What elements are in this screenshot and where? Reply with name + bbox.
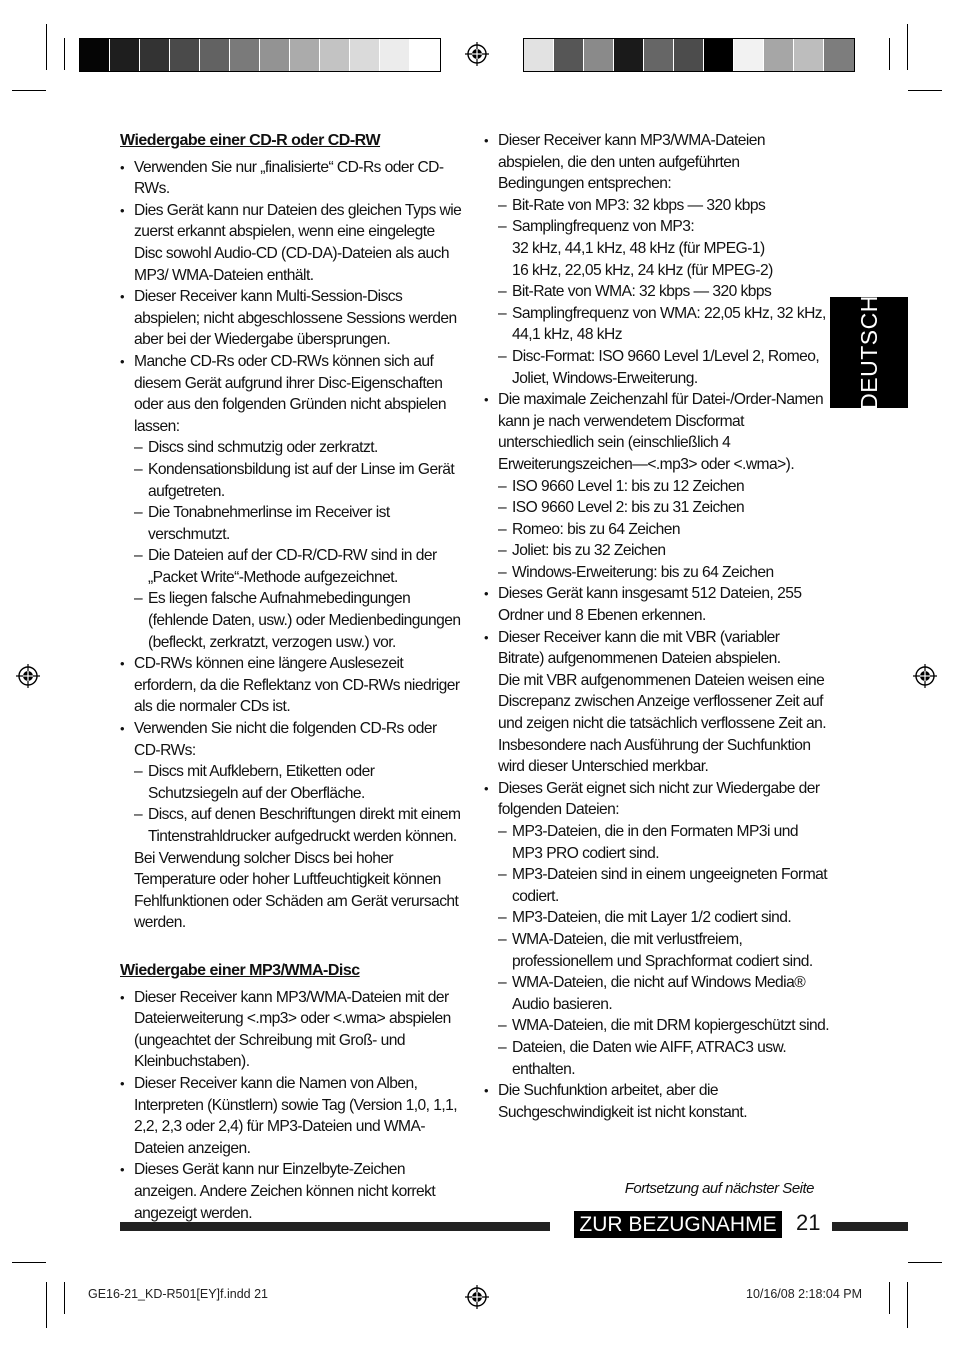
language-tab-label: DEUTSCH [855,295,882,410]
color-swatch [734,39,764,71]
list-item: • Dieser Receiver kann MP3/WMA-Dateien mit der Dateierweiterung <.mp3> oder <.wma> abspielen (ungeachtet der Schreibung mit Groß- und Kleinbuchstaben). [120,987,465,1073]
list-item-text: • Dieser Receiver kann die mit VBR (variabler Bitrate) aufgenommenen Dateien abspielen. [498,628,781,668]
list-item: • CD-RWs können eine längere Auslesezeit erfordern, da die Reflektanz von CD-RWs niedriger als die normaler CDs ist. [120,653,465,718]
color-swatch [824,39,854,71]
list-item [120,718,465,934]
sub-list-item: – ISO 9660 Level 2: bis zu 31 Zeichen [498,497,829,519]
sub-line: 16 kHz, 22,05 kHz, 24 kHz (für MPEG-2) [512,261,773,279]
color-swatch [110,39,140,71]
sub-line: 32 kHz, 44,1 kHz, 48 kHz (für MPEG-1) [512,239,765,257]
sub-list-item: – Es liegen falsche Aufnahmebedingungen (fehlende Daten, usw.) oder Medienbedingungen (befleckt, zerkratzt, verzogen usw.) vor. [134,588,465,653]
section-label: ZUR BEZUGNAHME [574,1211,782,1238]
color-swatch [170,39,200,71]
color-swatch [290,39,320,71]
list-item [484,130,829,389]
sub-list-item: – Dateien, die Daten wie AIFF, ATRAC3 usw. enthalten. [498,1037,829,1080]
color-swatch [80,39,110,71]
color-swatch [554,39,584,71]
list-item [484,389,829,583]
crop-mark [64,1282,65,1314]
list-item-text: Verwenden Sie nicht die folgenden CD-Rs oder CD-RWs: [134,720,437,759]
list-item [484,627,829,778]
list-note: Die mit VBR aufgenommenen Dateien weisen eine Discrepanz zwischen Anzeige verflossener Zeit auf und zeigen nicht die tatsächlich verflossene Zeit an. Insbesondere nach Ausführung der Suchfunktion wird dieser Unterschied merkbar. [498,671,826,776]
list-item: • Dieser Receiver kann Multi-Session-Discs abspielen; nicht abgeschlossene Sessions werden aber bei der Wiedergabe übersprungen. [120,286,465,351]
crop-mark [908,1262,942,1263]
sub-list-item: – Samplingfrequenz von WMA: 22,05 kHz, 32 kHz, 44,1 kHz, 48 kHz [498,303,829,346]
slug-filename: GE16-21_KD-R501[EY]f.indd 21 [88,1287,268,1301]
registration-mark-icon [465,42,489,66]
sub-list-item: – Bit-Rate von WMA: 32 kbps — 320 kbps [498,281,829,303]
list-item [120,351,465,653]
color-swatch [704,39,734,71]
section-heading-mp3-wma: Wiedergabe einer MP3/WMA-Disc [120,961,360,979]
color-bar-right [523,38,855,72]
registration-mark-icon [913,664,937,688]
list-item [484,778,829,1080]
color-swatch [260,39,290,71]
crop-mark [908,90,942,91]
crop-mark [12,1262,46,1263]
sub-list-item: – Kondensationsbildung ist auf der Linse im Gerät aufgetreten. [134,459,465,502]
sub-list-item: – Windows-Erweiterung: bis zu 64 Zeichen [498,562,829,584]
list-item: • Die Suchfunktion arbeitet, aber die Suchgeschwindigkeit ist nicht konstant. [484,1080,829,1123]
list-item: • Dies Gerät kann nur Dateien des gleichen Typs wie zuerst erkannt abspielen, wenn eine eingelegte Disc sowohl Audio-CD (CD-DA)-Dateien als auch MP3/ WMA-Dateien enthält. [120,200,465,286]
sub-list-item: – Joliet: bis zu 32 Zeichen [498,540,829,562]
color-swatch [320,39,350,71]
color-swatch [584,39,614,71]
crop-mark [907,1282,908,1328]
color-swatch [350,39,380,71]
section-heading-cd-r: Wiedergabe einer CD-R oder CD-RW [120,132,381,149]
dash-list [498,476,829,584]
crop-mark [907,24,908,70]
dash-list [498,821,829,1080]
color-swatch [614,39,644,71]
sub-list-item [498,216,829,281]
sub-list-item: – Disc-Format: ISO 9660 Level 1/Level 2, Romeo, Joliet, Windows-Erweiterung. [498,346,829,389]
list-item: • Dieses Gerät kann nur Einzelbyte-Zeichen anzeigen. Andere Zeichen können nicht korrekt angezeigt werden. [120,1159,465,1224]
sub-line: – Samplingfrequenz von MP3: [512,218,695,236]
color-swatch [794,39,824,71]
sub-list-item: – Die Dateien auf der CD-R/CD-RW sind in der „Packet Write“-Methode aufgezeichnet. [134,545,465,588]
slug-datetime: 10/16/08 2:18:04 PM [746,1287,863,1301]
continued-note: Fortsetzung auf nächster Seite [624,1180,814,1197]
sub-list-item: – Discs, auf denen Beschriftungen direkt mit einem Tintenstrahldrucker aufgedruckt werden können. [134,804,465,847]
list-item-text: Dieses Gerät eignet sich nicht zur Wiedergabe der folgenden Dateien: [498,779,820,819]
list-note: Bei Verwendung solcher Discs bei hoher Temperature oder hoher Luftfeuchtigkeit können Fehlfunktionen oder Schäden am Gerät verursacht werden. [134,849,459,932]
sub-list-item: – Discs mit Aufklebern, Etiketten oder Schutzsiegeln auf der Oberfläche. [134,761,465,804]
crop-mark [889,38,890,70]
crop-mark [889,1282,890,1314]
color-swatch [524,39,554,71]
list-item: • Dieses Gerät kann insgesamt 512 Dateien, 255 Ordner und 8 Ebenen erkennen. [484,583,829,626]
sub-list-item: – ISO 9660 Level 1: bis zu 12 Zeichen [498,476,829,498]
list-item-text: Die maximale Zeichenzahl für Datei-/Order-Namen kann je nach verwendetem Discformat unterschiedlich sein (einschließlich 4 Erweiterungszeichen—<.mp3> oder <.wma>). [498,391,824,473]
color-swatch [380,39,410,71]
sub-list-item: – WMA-Dateien, die mit verlustfreiem, professionellem und Sprachformat codiert sind. [498,929,829,972]
registration-mark-icon [16,664,40,688]
color-swatch [674,39,704,71]
color-swatch [200,39,230,71]
crop-mark [64,38,65,70]
language-tab [830,297,908,408]
list-item: • Verwenden Sie nur „finalisierte“ CD-Rs oder CD-RWs. [120,157,465,200]
footer-rule-right [832,1222,908,1231]
crop-mark [12,90,46,91]
color-swatch [140,39,170,71]
sub-list-item: – Die Tonabnehmerlinse im Receiver ist verschmutzt. [134,502,465,545]
color-swatch [764,39,794,71]
sub-list-item: – Bit-Rate von MP3: 32 kbps — 320 kbps [498,195,829,217]
list-item: • Dieser Receiver kann die Namen von Alben, Interpreten (Künstlern) sowie Tag (Version 1,0, 1,1, 2,2, 2,3 oder 2,4) für MP3-Dateien und WMA-Dateien anzeigen. [120,1073,465,1159]
color-swatch [230,39,260,71]
sub-list-item: – WMA-Dateien, die mit DRM kopiergeschützt sind. [498,1015,829,1037]
list-item-text: Manche CD-Rs oder CD-RWs können sich auf diesem Gerät aufgrund ihrer Disc-Eigenschaften oder aus den folgenden Gründen nicht abspielen lassen: [134,352,446,435]
sub-list-item: – WMA-Dateien, die nicht auf Windows Media® Audio basieren. [498,972,829,1015]
sub-list-item: – MP3-Dateien, die mit Layer 1/2 codiert sind. [498,907,829,929]
color-swatch [410,39,440,71]
page-number: 21 [796,1210,821,1235]
dash-list [134,437,465,653]
bullet-list [120,157,465,934]
dash-list [498,195,829,389]
sub-list-item: – Discs sind schmutzig oder zerkratzt. [134,437,465,459]
sub-list-item: – MP3-Dateien sind in einem ungeeigneten Format codiert. [498,864,829,907]
bullet-list [484,130,829,1123]
crop-mark [46,1282,47,1328]
footer-rule-left [120,1222,550,1231]
bullet-list [120,987,465,1225]
list-item-text: Dieser Receiver kann MP3/WMA-Dateien abspielen, die den unten aufgeführten Bedingungen entsprechen: [498,132,766,193]
registration-mark-icon [465,1285,489,1309]
dash-list [134,761,465,847]
right-column [484,130,829,1123]
sub-list-item: – Romeo: bis zu 64 Zeichen [498,519,829,541]
left-column [120,130,465,1224]
crop-mark [46,24,47,70]
color-bar-left [79,38,441,72]
color-swatch [644,39,674,71]
sub-list-item: – MP3-Dateien, die in den Formaten MP3i und MP3 PRO codiert sind. [498,821,829,864]
